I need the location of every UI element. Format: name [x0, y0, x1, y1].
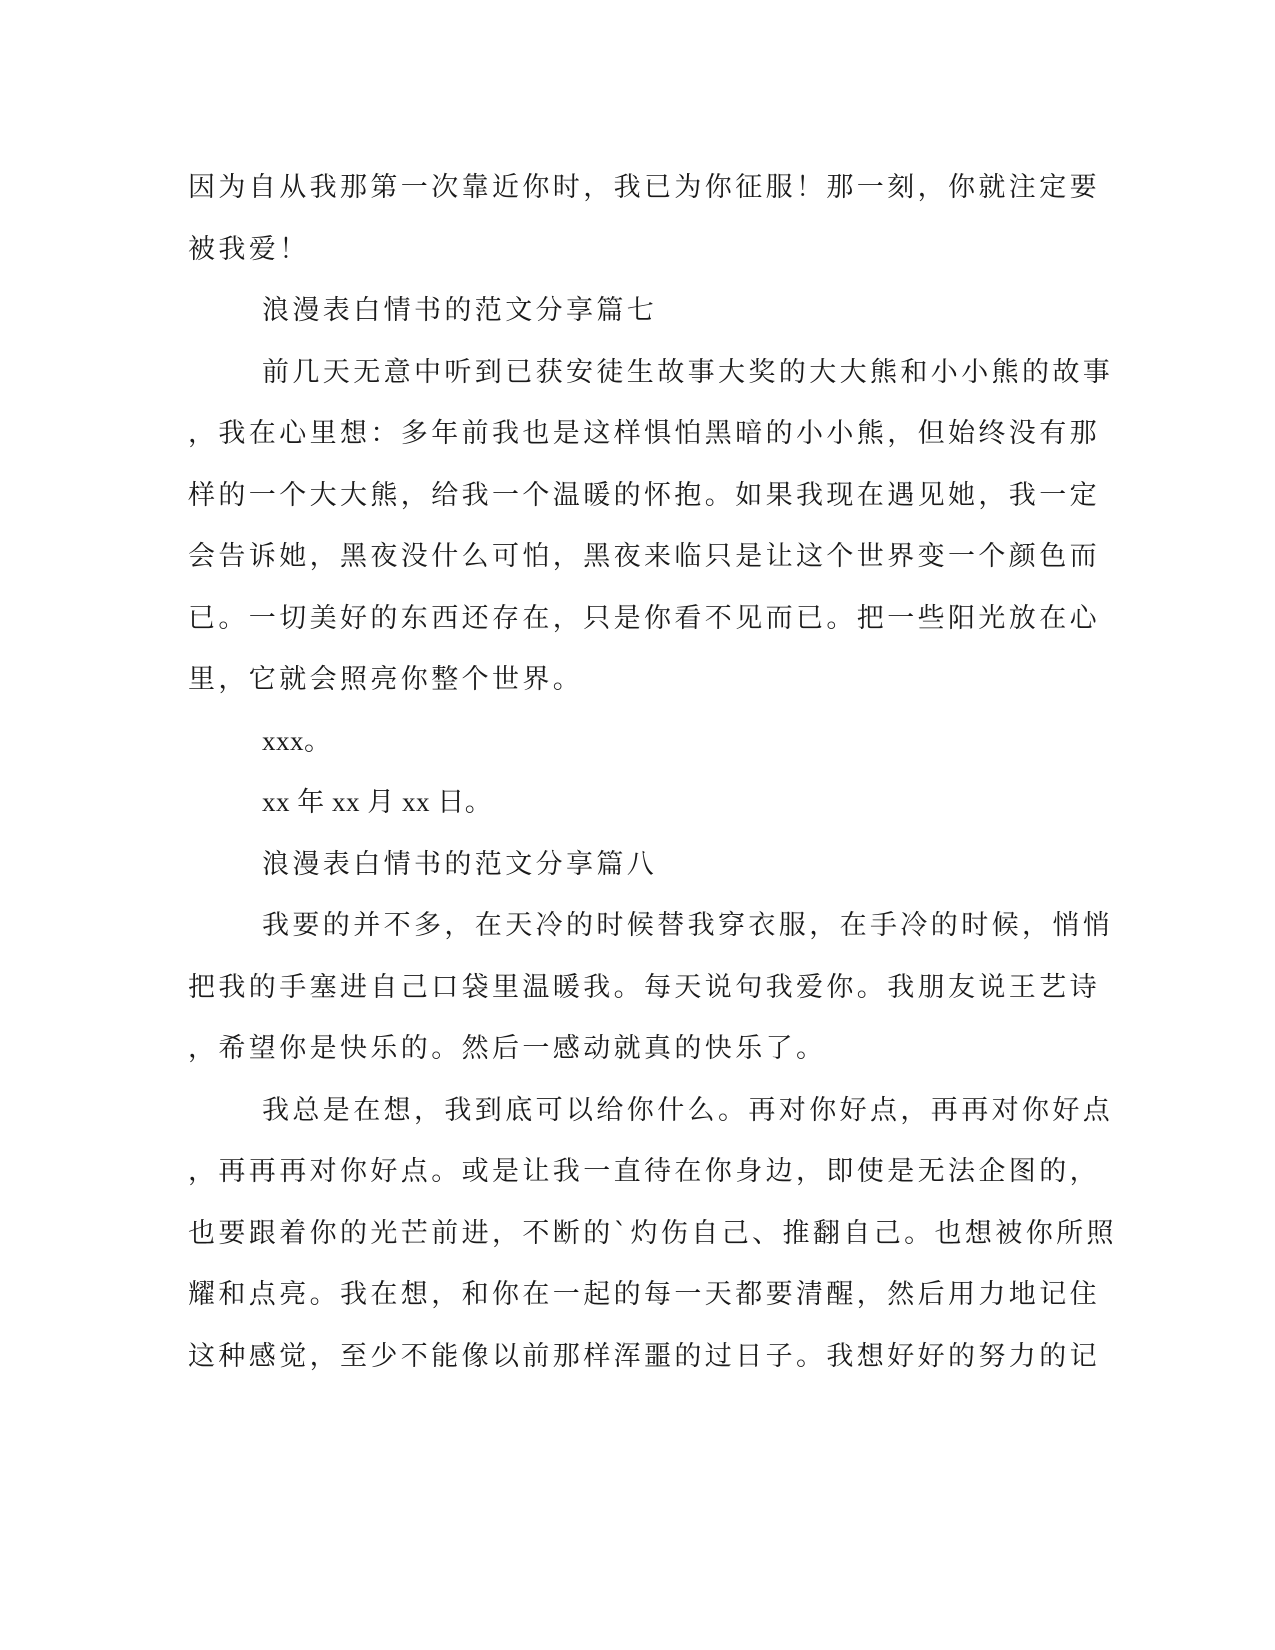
- document-body: [188, 157, 1117, 1387]
- section-heading-eight: 浪漫表白情书的范文分享篇八: [262, 848, 658, 880]
- paragraph-line: 这种感觉，至少不能像以前那样浑噩的过日子。我想好好的努力的记: [188, 1340, 1100, 1372]
- signature-name: xxx。: [262, 725, 332, 756]
- paragraph-line: 里，它就会照亮你整个世界。: [188, 664, 584, 695]
- paragraph-line: ，我在心里想：多年前我也是这样惧怕黑暗的小小熊，但始终没有那: [188, 418, 1100, 449]
- paragraph-line: ，希望你是快乐的。然后一感动就真的快乐了。: [188, 1033, 827, 1064]
- paragraph-line: 也要跟着你的光芒前进，不断的`灼伤自己、推翻自己。也想被你所照: [188, 1217, 1117, 1249]
- signature-date: xx 年 xx 月 xx 日。: [262, 787, 493, 817]
- paragraph-line: 把我的手塞进自己口袋里温暖我。每天说句我爱你。我朋友说王艺诗: [188, 971, 1100, 1003]
- paragraph-line: 因为自从我那第一次靠近你时，我已为你征服！那一刻，你就注定要: [188, 172, 1100, 203]
- paragraph-line: 耀和点亮。我在想，和你在一起的每一天都要清醒，然后用力地记住: [188, 1279, 1100, 1310]
- paragraph-line: 样的一个大大熊，给我一个温暖的怀抱。如果我现在遇见她，我一定: [188, 479, 1100, 511]
- paragraph-line: 我总是在想，我到底可以给你什么。再对你好点，再再对你好点: [262, 1094, 1114, 1126]
- paragraph-line: ，再再再对你好点。或是让我一直待在你身边，即使是无法企图的，: [188, 1156, 1100, 1187]
- paragraph-line: 我要的并不多，在天冷的时候替我穿衣服，在手冷的时候，悄悄: [262, 910, 1114, 941]
- paragraph-line: 前几天无意中听到已获安徒生故事大奖的大大熊和小小熊的故事: [262, 356, 1114, 388]
- section-heading-seven: 浪漫表白情书的范文分享篇七: [262, 295, 658, 326]
- paragraph-line: 会告诉她，黑夜没什么可怕，黑夜来临只是让这个世界变一个颜色而: [188, 541, 1100, 572]
- paragraph-line: 已。一切美好的东西还存在，只是你看不见而已。把一些阳光放在心: [188, 602, 1100, 634]
- paragraph-line: 被我爱！: [188, 233, 310, 265]
